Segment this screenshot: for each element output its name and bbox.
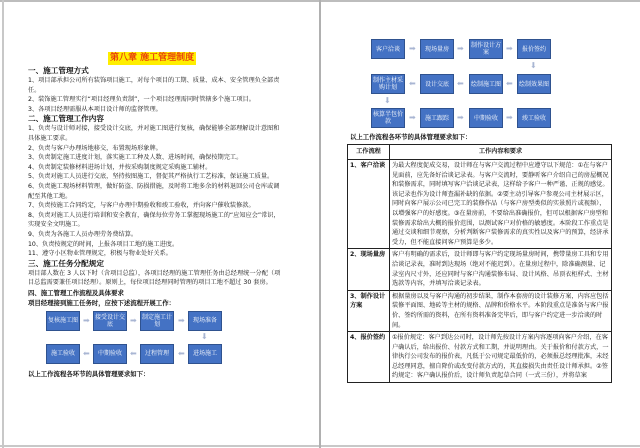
paragraph: 9、负责为各施工人员办理劳务费结算。	[28, 230, 138, 238]
flow-box: 绘制施工图	[469, 74, 503, 94]
arrow-right-icon: ➡	[130, 315, 137, 325]
column-header: 工作内容和要求	[390, 145, 612, 160]
content-cell: 客户有明确的需求后，设计师即与客户约定现场量房时间，携带量房工具和专用洽谈记录表，准时到达现场（绝对不能迟到）。在量房过程中，除准确测量、记录室内尺寸外，还应同时与客户沟通装修布局、设计风格、吊顶衣柜样式、主材选款等内容，并填写洽谈记录表。	[390, 249, 612, 290]
table-intro: 以上工作流程各环节的具体管理要求如下：	[350, 133, 472, 141]
step-cell: 2、现场量房	[348, 249, 390, 290]
arrow-right-icon: ➡	[506, 44, 513, 53]
section-heading: 三、施工任务分配规定	[28, 258, 104, 268]
section-3-body: 项目部人数在 3 人以下时（含项目总监），各项目经理的施工管理任务由总经理统一分配（项目总监需要兼任项目经理）。原则上，每位项目经理同时管理的项目工地不超过 30 套房。	[28, 269, 281, 287]
section-heading: 一、施工管理方式	[28, 66, 89, 75]
section-heading: 二、施工管理工作内容	[28, 114, 104, 124]
arrow-right-icon: ➡	[409, 44, 416, 53]
column-header: 工作流程	[348, 145, 390, 160]
arrow-right-icon: ➡	[506, 113, 513, 122]
arrow-down-icon: ⬇	[201, 331, 208, 341]
flow-outro: 以上工作流程各环节的具体管理要求如下：	[28, 369, 150, 378]
content-cell: ①报价规定：客户到达公司时，设计师先按设计方案内容逐项向客户介绍，在客户确认后，给出报价、付款方式和工期，并说明理由。关于报价和付款方式，一律执行公司发布的报价表，凡低于公司规定最低价的，必须报总经理批准，未经总经理同意，擅自降价或改变付款方式的，其直接损失由责任设计师承担。②签约规定：客户确认报价后，设计师负责起草合同（一式三份），并将草案	[390, 332, 612, 383]
flow-box: 进场施工	[188, 344, 222, 364]
step-cell: 3、制作设计方案	[348, 290, 390, 331]
paragraph: 2、负责与客户办理场地移交，布置现场形象牌。	[28, 144, 162, 152]
table-header-row	[348, 145, 612, 160]
arrow-left-icon: ⬅	[506, 79, 513, 88]
flowchart	[28, 311, 284, 369]
paragraph: 10、负责按规定的时间，上报各项目工地的施工进度。	[28, 240, 179, 248]
flow-box: 现场量房	[420, 39, 454, 59]
content-cell: 根据量房以及与客户沟通的初步结果，制作本套房的设计装修方案，内容应包括装修平面图、地砖等主材的规格、品牌和价格水平。本阶段重点是准备与客户报价、签约所需的资料，在所有资料准备完毕后，即与客户约定进一步洽谈的时间。	[390, 290, 612, 331]
chapter-title: 第八章 施工管理制度	[110, 53, 195, 63]
paragraph: 11、遵守小区物业管理规定，积极与物业处好关系。	[28, 250, 172, 258]
left-page	[4, 0, 319, 448]
arrow-right-icon: ➡	[178, 315, 185, 325]
arrow-left-icon: ⬅	[178, 348, 185, 358]
paragraph: 1、项目部承担公司所有装饰项目施工，对每个项目的工期、质量、成本、安全管理负全部责任。	[28, 77, 280, 94]
paragraph: 3、各项目经理需服从本项目设计师的监督管理。	[28, 105, 162, 113]
arrow-left-icon: ⬅	[457, 79, 464, 88]
left-page-body	[28, 66, 284, 379]
table-row	[348, 249, 612, 290]
flow-box: 制定施工计划	[140, 311, 174, 331]
flow-box: 现场准备	[188, 311, 222, 331]
paragraph: 7、负责按施工合同约定，与客户办理中期验收和竣工验收，并向客户催收装修款。	[28, 202, 255, 210]
table-row	[348, 160, 612, 249]
flow-box: 施工跟踪	[420, 108, 454, 128]
section-1-body	[28, 76, 284, 114]
flow-box: 制作设计方案	[469, 39, 503, 59]
arrow-down-icon: ⬇	[530, 61, 537, 70]
requirements-table	[347, 144, 612, 383]
flow-box: 绘制效果图	[517, 74, 551, 94]
step-cell: 4、报价签约	[348, 332, 390, 383]
flow-box: 复核施工图	[46, 311, 80, 331]
flow-box: 客户洽谈	[371, 39, 405, 59]
flow-box: 中期验收	[469, 108, 503, 128]
flow-box: 报价签约	[517, 39, 551, 59]
paragraph: 4、负责制定装修材料进场计划，并按采购制度规定采购施工辅材。	[28, 163, 212, 171]
flow-box: 接受设计交底	[93, 311, 127, 331]
step-cell: 1、客户洽谈	[348, 160, 390, 249]
paragraph: 8、负责对施工人员进行培训和安全教育，确保每位劳务工掌握现场施工的“应知应会”常识，实现安全文明施工。	[28, 211, 280, 229]
flow-box: 制作主材采购计划	[371, 74, 405, 94]
paragraph: 2、装饰施工管理实行“项目经理负责制”，一个项目经理需同时管辖多个施工项目。	[28, 96, 255, 104]
content-cell: 为最大程度促成交易，设计师在与客户交流过程中应遵守以下规范：①在与客户见面前，应先备好洽谈记录表。与客户交流时，要静听客户介绍自己的房屋概况和装修需求，同时填写客户洽谈记录表，这样给予客户一种严谨、正规的感觉。该记录也作为设计师查漏补缺的依据。②要主动引导客户参观公司主材展示区，同时向客户展示公司已完工的装修作品（与客户房型类似的实景照片或视频），以增强客户的好感度。③在量房前，不要给出准确报价，但可以根据客户房型和装修需求给出大概的报价范围，以测试客户对价格的敏感度。本阶段工作重点是通过交谈和细节观察，分析判断客户装修需求的真实性以及客户的预算，经济承受力，但不能直接问客户预算是多少。	[390, 160, 612, 249]
right-page	[321, 0, 640, 448]
arrow-right-icon: ➡	[457, 113, 464, 122]
paragraph: 6、负责施工现场材料管理，做好防盗、防损措施，及时将工地多余的材料退回公司仓库或调配至其他工地。	[28, 182, 280, 200]
flow-box: 中期验收	[93, 344, 127, 364]
arrow-down-icon: ⬇	[384, 96, 391, 105]
paragraph: 5、负责对施工人员进行交底，坚持按图施工，督促其严格执行工艺标准，保证施工质量。	[28, 173, 274, 181]
section-heading: 四、施工管理工作流程及具体要求	[28, 288, 124, 297]
arrow-right-icon: ➡	[83, 315, 90, 325]
flow-box: 核算半包价款	[371, 108, 405, 128]
arrow-left-icon: ⬅	[409, 79, 416, 88]
flow-box: 施工验收	[46, 344, 80, 364]
arrow-right-icon: ➡	[457, 44, 464, 53]
table-row	[348, 332, 612, 383]
flow-box: 竣工验收	[517, 108, 551, 128]
flow-intro: 项目经理接到施工任务时，应按下述流程开展工作：	[28, 298, 175, 307]
arrow-left-icon: ⬅	[130, 348, 137, 358]
paragraph: 3、负责制定施工进度计划，落实施工工种及人数、进场时间，确保按期完工。	[28, 154, 243, 162]
table-row	[348, 290, 612, 331]
section-2-body	[28, 124, 284, 258]
arrow-right-icon: ➡	[409, 113, 416, 122]
flow-box: 过程管理	[140, 344, 174, 364]
arrow-left-icon: ⬅	[83, 348, 90, 358]
flow-box: 设计交底	[420, 74, 454, 94]
paragraph: 1、负责与设计师对接，接受设计交底，并对施工图进行复核，确保能够全部理解设计意图和具体施工要求。	[28, 125, 280, 142]
